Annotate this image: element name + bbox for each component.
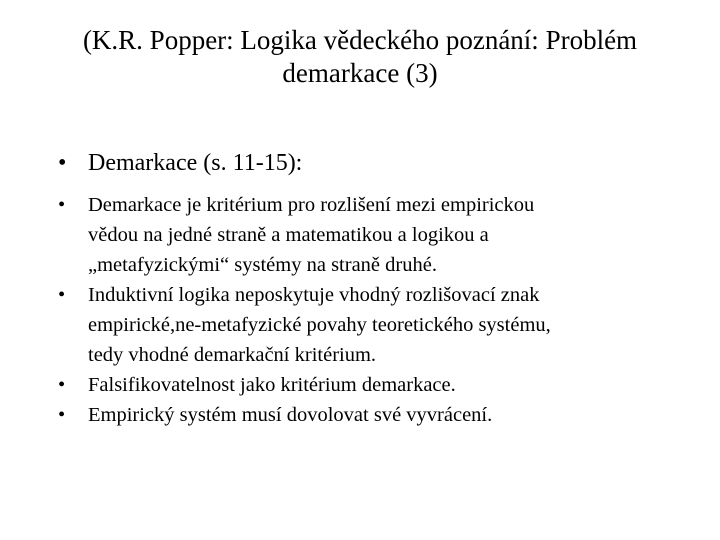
bullet-icon: • — [58, 404, 66, 426]
slide-title-line-2: demarkace (3) — [282, 58, 438, 88]
sub-bullet-line: empirické,ne-metafyzické povahy teoretického systému, — [88, 314, 551, 336]
bullet-icon: • — [58, 284, 66, 306]
slide-title — [40, 24, 680, 90]
sub-bullet-line: Falsifikovatelnost jako kritérium demarkace. — [88, 374, 456, 396]
sub-bullet-line: Induktivní logika neposkytuje vhodný rozlišovací znak — [88, 284, 540, 306]
sub-bullet-item — [56, 190, 676, 280]
bullet-icon: • — [58, 150, 67, 176]
sub-bullet-line: Demarkace je kritérium pro rozlišení mezi empirickou — [88, 194, 535, 216]
slide-title-line-1: (K.R. Popper: Logika vědeckého poznání: Problém — [82, 25, 638, 55]
slide-content — [56, 148, 676, 430]
bullet-icon: • — [58, 194, 66, 216]
main-bullet-item — [56, 148, 676, 178]
sub-bullet-line: Empirický systém musí dovolovat své vyvrácení. — [88, 404, 493, 426]
sub-bullet-line: „metafyzickými“ systémy na straně druhé. — [88, 254, 437, 276]
sub-bullet-list — [56, 190, 676, 430]
sub-bullet-line: tedy vhodné demarkační kritérium. — [88, 344, 377, 366]
sub-bullet-item — [56, 280, 676, 370]
main-bullet-text: Demarkace (s. 11-15): — [88, 150, 303, 176]
bullet-icon: • — [58, 374, 66, 396]
sub-bullet-item — [56, 400, 676, 430]
sub-bullet-item — [56, 370, 676, 400]
sub-bullet-line: vědou na jedné straně a matematikou a logikou a — [88, 224, 489, 246]
